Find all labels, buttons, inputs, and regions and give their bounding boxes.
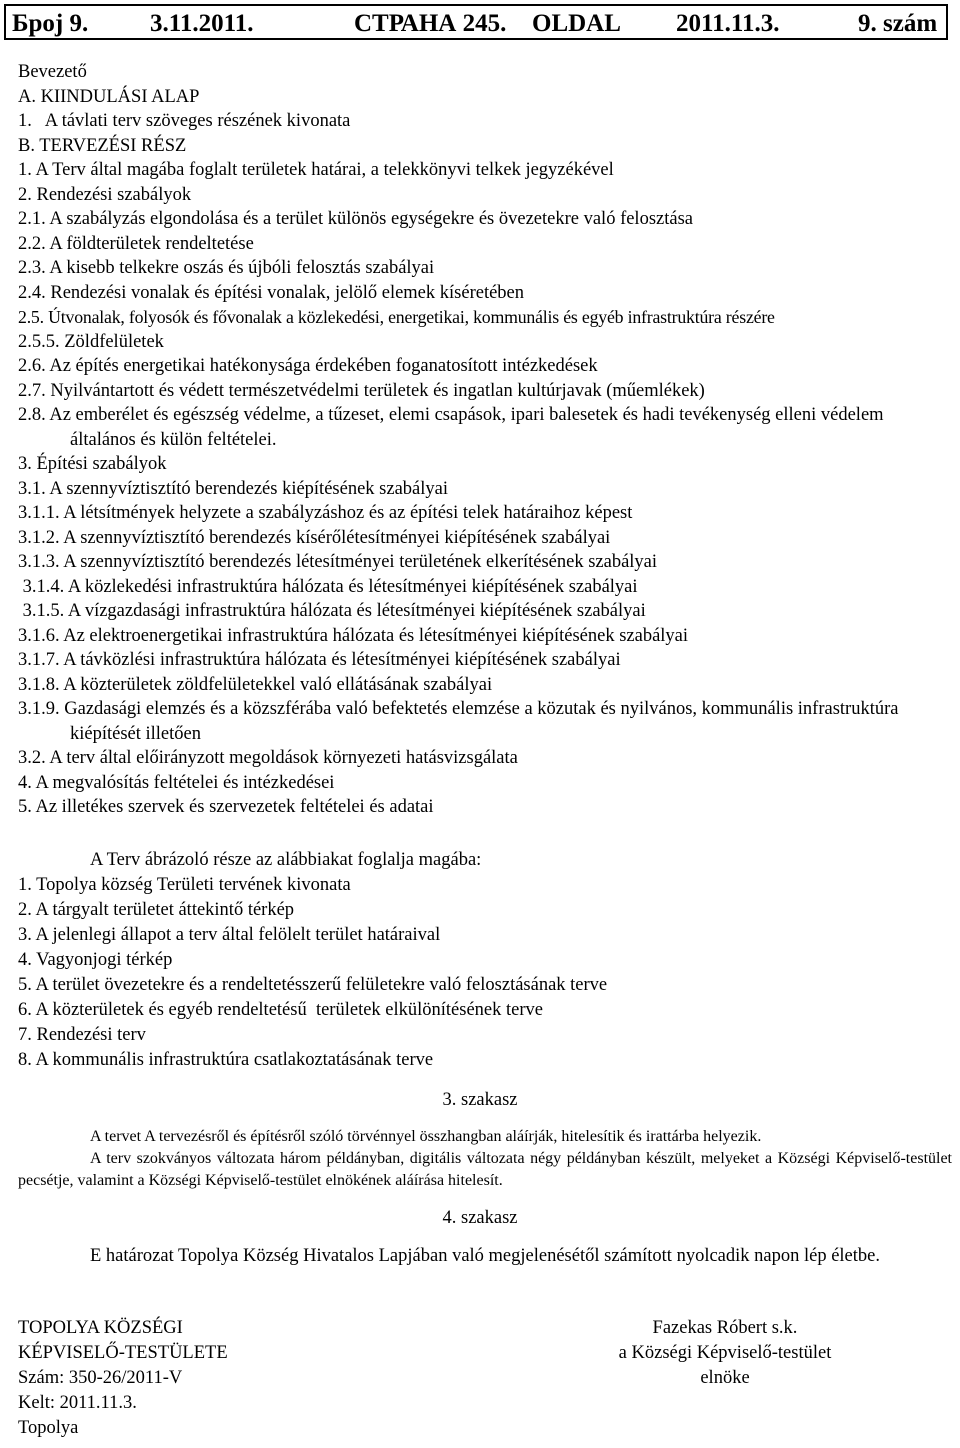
toc-line: 2.3. A kisebb telkekre oszás és újbóli felosztás szabályai: [18, 258, 435, 278]
toc-line: 3.1. A szennyvíztisztító berendezés kiépítésének szabályai: [18, 478, 448, 499]
toc-line: 2.5.5. Zöldfelületek: [18, 331, 164, 352]
toc-line: 3.1.2. A szennyvíztisztító berendezés kísérőlétesítményei kiépítésének szabályai: [18, 527, 611, 548]
toc-line: 2.2. A földterületek rendeltetése: [18, 233, 254, 254]
toc-line: 2.8. Az emberélet és egészség védelme, a tűzeset, elemi csapások, ipari balesetek és hadi tevékenység elleni védelem általános és külön feltételei.: [18, 405, 884, 450]
toc-line: 1. A Terv által magába foglalt területek határai, a telekkönyvi telkek jegyzékével: [18, 160, 614, 180]
issue-number-serbian: Број 9.: [12, 10, 89, 37]
date-hungarian: 2011.11.3.: [676, 10, 780, 37]
toc-line: B. TERVEZÉSI RÉSZ: [18, 135, 187, 156]
signatory-title-line-2: elnöke: [700, 1368, 750, 1388]
toc-line: 2.7. Nyilvántartott és védett természetvédelmi területek és ingatlan kultúrjavak (műemlékek): [18, 380, 705, 401]
document-date: Kelt: 2011.11.3.: [18, 1393, 137, 1413]
signatory-name: Fazekas Róbert s.k.: [652, 1318, 798, 1338]
toc-line: 3.1.9. Gazdasági elemzés és a közszférába való befektetés elemzése a közutak és nyilvános, kommunális infrastruktúra kiépítését illetően: [18, 699, 899, 744]
graphic-part-intro: A Terv ábrázoló része az alábbiakat foglalja magába:: [90, 850, 482, 870]
section-3-paragraph-1: A tervet A tervezésről és építésről szóló törvénnyel összhangban aláírják, hitelesítik és irattárba helyezik.: [90, 1128, 762, 1145]
toc-line: 4. A megvalósítás feltételei és intézkedései: [18, 772, 335, 793]
list-item: 8. A kommunális infrastruktúra csatlakoztatásának terve: [18, 1050, 434, 1070]
toc-line: 2.5. Útvonalak, folyosók és fővonalak a közlekedési, energetikai, kommunális és egyéb infrastruktúra részére: [18, 307, 775, 327]
toc-line: 1. A távlati terv szöveges részének kivonata: [18, 111, 351, 131]
toc-line: A. KIINDULÁSI ALAP: [18, 86, 200, 107]
page-number-serbian: СТРАНА 245.: [354, 10, 507, 37]
list-item: 4. Vagyonjogi térkép: [18, 950, 173, 970]
issue-number-hungarian: 9. szám: [858, 10, 938, 37]
toc-line: 3.1.7. A távközlési infrastruktúra hálózata és létesítményei kiépítésének szabályai: [18, 650, 621, 670]
signature-block-left: [18, 1316, 228, 1441]
page-label-hungarian: OLDAL: [532, 10, 621, 37]
toc-line: 3.1.8. A közterületek zöldfelületekkel való ellátásának szabályai: [18, 674, 493, 695]
toc-line: 2.4. Rendezési vonalak és építési vonalak, jelölő elemek kíséretében: [18, 282, 525, 303]
toc-line: 3. Építési szabályok: [18, 454, 167, 474]
document-number: Szám: 350-26/2011-V: [18, 1368, 183, 1388]
council-name-line-2: KÉPVISELŐ-TESTÜLETE: [18, 1343, 228, 1363]
toc-line: 3.1.1. A létsítmények helyzete a szabályzáshoz és az építési telek határaihoz képest: [18, 503, 633, 523]
toc-line: 5. Az illetékes szervek és szervezetek feltételei és adatai: [18, 797, 434, 817]
toc-line: 2.6. Az építés energetikai hatékonysága érdekében foganatosított intézkedések: [18, 356, 598, 376]
signatory-title-line-1: a Községi Képviselő-testület: [618, 1343, 832, 1363]
list-item: 6. A közterületek és egyéb rendeltetésű területek elkülönítésének terve: [18, 1000, 543, 1020]
toc-line: 3.1.6. Az elektroenergetikai infrastruktúra hálózata és létesítményei kiépítésének szabályai: [18, 625, 689, 646]
section-3-paragraph-2: A terv szokványos változata három példányban, digitális változata négy példányban készült, melyeket a Községi Képviselő-testület pecsétje, valamint a Községi Képviselő-testület elnökének aláírása hitelesít.: [18, 1150, 952, 1189]
page-header: [4, 4, 948, 40]
toc-line: Bevezető: [18, 62, 87, 82]
council-name-line-1: TOPOLYA KÖZSÉGI: [18, 1318, 183, 1338]
list-item: 3. A jelenlegi állapot a terv által felölelt terület határaival: [18, 925, 441, 945]
toc-line: 3.1.5. A vízgazdasági infrastruktúra hálózata és létesítményei kiépítésének szabályai: [18, 601, 646, 621]
section-4-paragraph: E határozat Topolya Község Hivatalos Lapjában való megjelenésétől számított nyolcadik napon lép életbe.: [90, 1246, 880, 1266]
document-place: Topolya: [18, 1418, 79, 1438]
graphic-part-list: [18, 848, 938, 1073]
toc-line: 2.1. A szabályzás elgondolása és a terület különös egységekre és övezetekre való felosztása: [18, 209, 693, 229]
date-serbian: 3.11.2011.: [150, 10, 254, 37]
toc-line: 2. Rendezési szabályok: [18, 184, 192, 205]
signature-block-right: [590, 1316, 860, 1391]
section-4-title: 4. szakasz: [442, 1208, 518, 1228]
table-of-contents: [18, 60, 938, 820]
toc-line: 3.1.3. A szennyvíztisztító berendezés létesítményei területének elkerítésének szabályai: [18, 552, 658, 572]
list-item: 1. Topolya község Területi tervének kivonata: [18, 875, 351, 895]
section-3-title: 3. szakasz: [442, 1090, 518, 1110]
toc-line: 3.2. A terv által előirányzott megoldások környezeti hatásvizsgálata: [18, 748, 518, 768]
toc-line: 3.1.4. A közlekedési infrastruktúra hálózata és létesítményei kiépítésének szabályai: [18, 576, 638, 597]
list-item: 5. A terület övezetekre és a rendeltetésszerű felületekre való felosztásának terve: [18, 975, 608, 995]
list-item: 2. A tárgyalt területet áttekintő térkép: [18, 900, 295, 920]
list-item: 7. Rendezési terv: [18, 1025, 146, 1045]
